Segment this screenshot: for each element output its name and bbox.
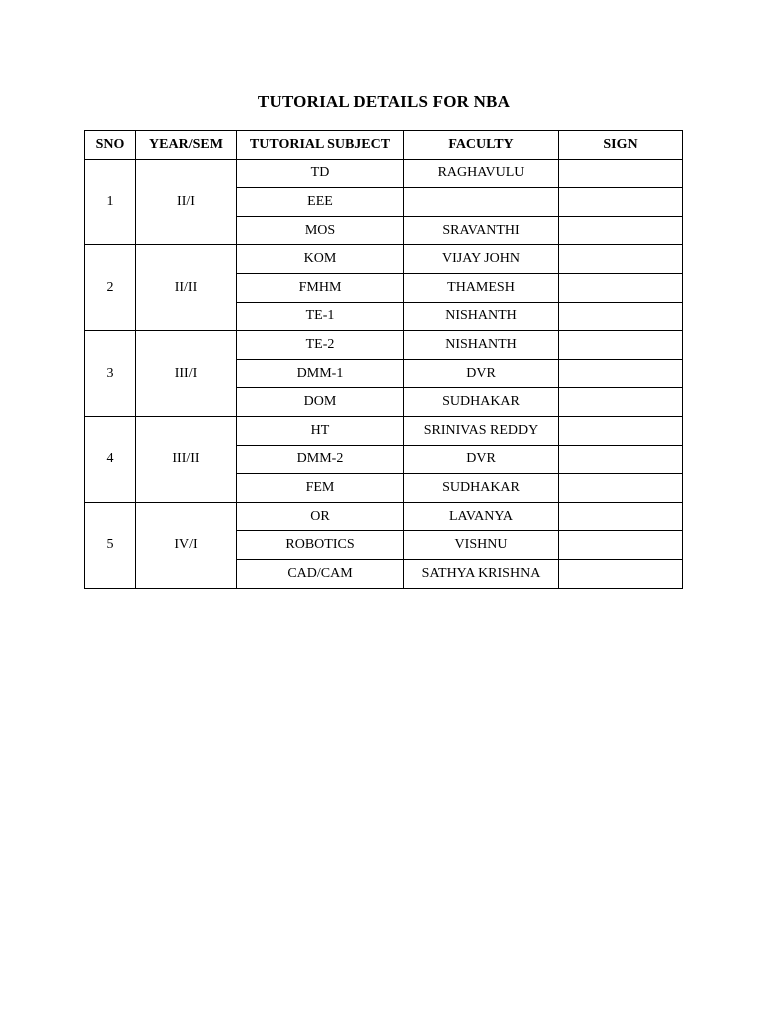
sign-cell xyxy=(559,331,683,360)
sign-cell xyxy=(559,273,683,302)
faculty-cell: THAMESH xyxy=(404,273,559,302)
sign-cell xyxy=(559,302,683,331)
subject-cell: OR xyxy=(237,502,404,531)
sign-cell xyxy=(559,216,683,245)
sno-cell: 1 xyxy=(85,159,136,245)
table-row xyxy=(85,416,683,445)
sign-cell xyxy=(559,445,683,474)
sign-cell xyxy=(559,559,683,588)
subject-cell: EEE xyxy=(237,188,404,217)
faculty-cell: NISHANTH xyxy=(404,331,559,360)
sign-cell xyxy=(559,502,683,531)
year-sem-cell: III/II xyxy=(136,416,237,502)
sign-cell xyxy=(559,531,683,560)
faculty-cell: SUDHAKAR xyxy=(404,388,559,417)
subject-cell: CAD/CAM xyxy=(237,559,404,588)
page-title: TUTORIAL DETAILS FOR NBA xyxy=(257,92,511,111)
subject-cell: TD xyxy=(237,159,404,188)
subject-cell: TE-1 xyxy=(237,302,404,331)
table-row xyxy=(85,159,683,188)
subject-cell: FMHM xyxy=(237,273,404,302)
subject-cell: HT xyxy=(237,416,404,445)
faculty-cell: SRINIVAS REDDY xyxy=(404,416,559,445)
sign-cell xyxy=(559,159,683,188)
sno-cell: 2 xyxy=(85,245,136,331)
table-header-row xyxy=(85,131,683,160)
sign-cell xyxy=(559,474,683,503)
sno-cell: 4 xyxy=(85,416,136,502)
sno-cell: 5 xyxy=(85,502,136,588)
table-row xyxy=(85,331,683,360)
year-sem-cell: IV/I xyxy=(136,502,237,588)
header-sign: SIGN xyxy=(559,131,683,160)
header-year-sem: YEAR/SEM xyxy=(136,131,237,160)
header-tutorial-subject: TUTORIAL SUBJECT xyxy=(237,131,404,160)
subject-cell: ROBOTICS xyxy=(237,531,404,560)
sno-cell: 3 xyxy=(85,331,136,417)
faculty-cell: LAVANYA xyxy=(404,502,559,531)
faculty-cell: VISHNU xyxy=(404,531,559,560)
faculty-cell: SUDHAKAR xyxy=(404,474,559,503)
subject-cell: DOM xyxy=(237,388,404,417)
subject-cell: KOM xyxy=(237,245,404,274)
subject-cell: DMM-2 xyxy=(237,445,404,474)
faculty-cell: RAGHAVULU xyxy=(404,159,559,188)
sign-cell xyxy=(559,388,683,417)
subject-cell: MOS xyxy=(237,216,404,245)
header-sno: SNO xyxy=(85,131,136,160)
subject-cell: DMM-1 xyxy=(237,359,404,388)
sign-cell xyxy=(559,245,683,274)
sign-cell xyxy=(559,359,683,388)
faculty-cell xyxy=(404,188,559,217)
year-sem-cell: II/I xyxy=(136,159,237,245)
faculty-cell: NISHANTH xyxy=(404,302,559,331)
subject-cell: FEM xyxy=(237,474,404,503)
year-sem-cell: II/II xyxy=(136,245,237,331)
faculty-cell: SRAVANTHI xyxy=(404,216,559,245)
faculty-cell: DVR xyxy=(404,445,559,474)
header-faculty: FACULTY xyxy=(404,131,559,160)
tutorial-details-table xyxy=(84,130,683,589)
table-row xyxy=(85,502,683,531)
sign-cell xyxy=(559,188,683,217)
subject-cell: TE-2 xyxy=(237,331,404,360)
table-row xyxy=(85,245,683,274)
faculty-cell: SATHYA KRISHNA xyxy=(404,559,559,588)
faculty-cell: DVR xyxy=(404,359,559,388)
year-sem-cell: III/I xyxy=(136,331,237,417)
faculty-cell: VIJAY JOHN xyxy=(404,245,559,274)
sign-cell xyxy=(559,416,683,445)
